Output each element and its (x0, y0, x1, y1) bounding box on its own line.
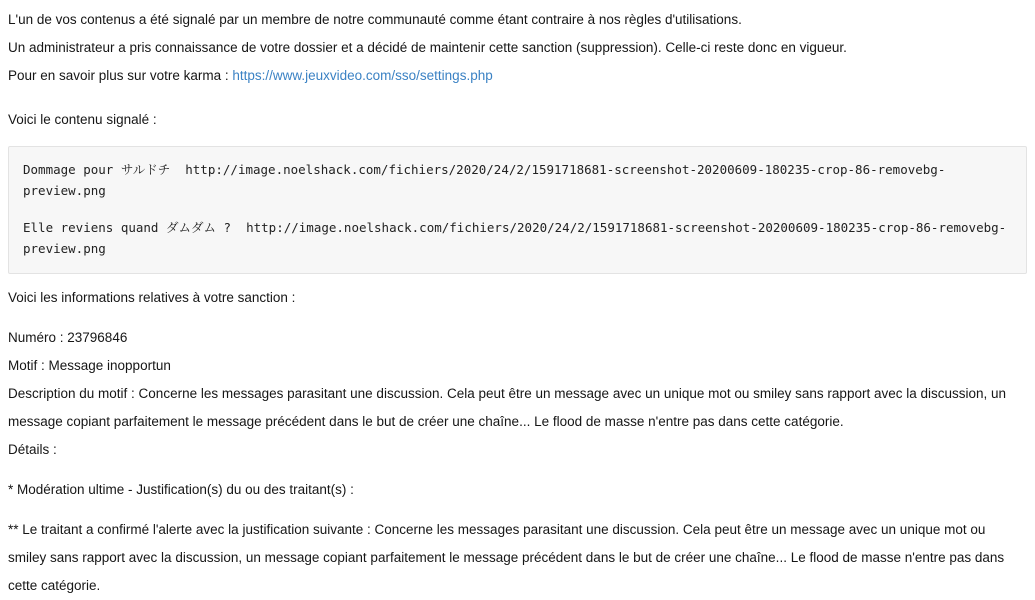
sanction-details-label: Détails : (8, 442, 57, 457)
notice-line-2: Un administrateur a pris connaissance de votre dossier et a décidé de maintenir cette sanction (suppression). Celle-ci reste donc en vigueur. (8, 40, 847, 55)
reported-content-quote (8, 146, 1027, 274)
karma-settings-link[interactable]: https://www.jeuxvideo.com/sso/settings.php (232, 68, 493, 83)
spacer-3 (8, 464, 1027, 476)
sanction-motif: Motif : Message inopportun (8, 358, 171, 373)
sanction-detail-1: * Modération ultime - Justification(s) du ou des traitant(s) : (8, 482, 354, 497)
spacer-4 (8, 504, 1027, 516)
quote-line: Elle reviens quand ダムダム ? http://image.noelshack.com/fichiers/2020/24/2/1591718681-screenshot-20200609-180235-crop-86-removebg-preview.png (23, 220, 1007, 256)
sanction-detail-2: ** Le traitant a confirmé l'alerte avec la justification suivante : Concerne les messages parasitant une discussion. Cela peut être un message avec un unique mot ou smiley sans rapport avec la discussion, un message copiant parfaitement le message précédent dans le but de créer une chaîne... Le flood de masse n'entre pas dans cette catégorie. (8, 522, 1005, 593)
spacer-2 (8, 312, 1027, 324)
sanction-description: Description du motif : Concerne les messages parasitant une discussion. Cela peut être un message avec un unique mot ou smiley sans rapport avec la discussion, un message copiant parfaitement le message précédent dans le but de créer une chaîne... Le flood de masse n'entre pas dans cette catégorie. (8, 386, 1007, 429)
notice-line-1: L'un de vos contenus a été signalé par un membre de notre communauté comme étant contraire à nos règles d'utilisations. (8, 12, 742, 27)
sanction-numero: Numéro : 23796846 (8, 330, 128, 345)
quote-line: Dommage pour サルドチ http://image.noelshack.com/fichiers/2020/24/2/1591718681-screenshot-20200609-180235-crop-86-removebg-preview.png (23, 162, 946, 198)
karma-prefix-text: Pour en savoir plus sur votre karma : (8, 68, 233, 83)
sanction-info-block (8, 284, 1027, 600)
spacer-1 (8, 90, 1027, 106)
reported-content-label: Voici le contenu signalé : (8, 112, 157, 127)
sanction-intro: Voici les informations relatives à votre sanction : (8, 290, 296, 305)
karma-line (8, 62, 1027, 90)
